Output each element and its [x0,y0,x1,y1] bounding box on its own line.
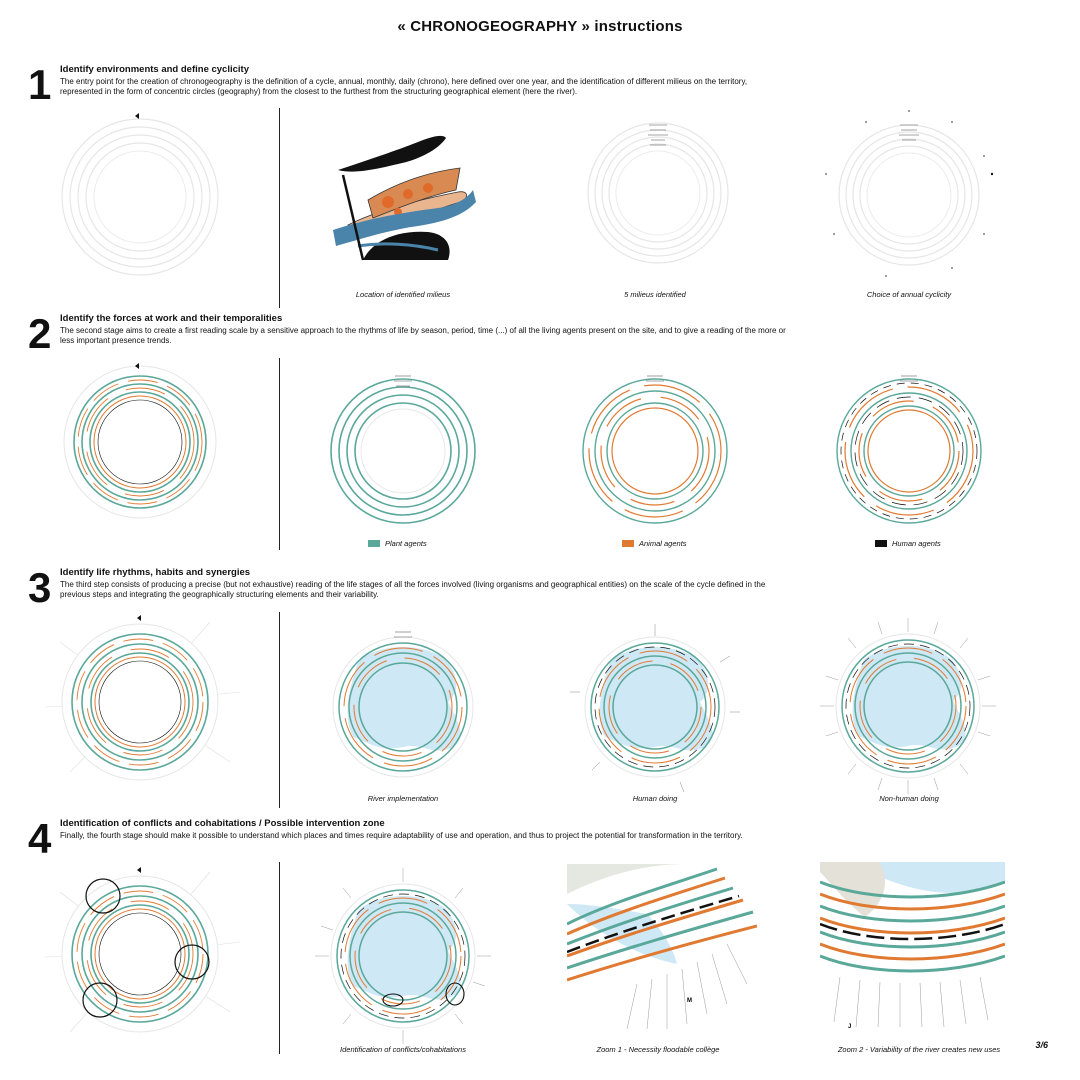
animal-agents-diagram [570,366,740,536]
caption-non-human-doing: Non-human doing [879,794,939,803]
caption-annual-cyclicity: Choice of annual cyclicity [866,290,952,299]
plant-agents-diagram [318,366,488,536]
milieus-location-map [328,130,478,265]
step-1-divider [279,108,280,308]
step-3-text: The third step consists of producing a precise (but not exhaustive) reading of the life stages of all the forces involved (living organisms and geographical entities) on the scale of the cycle defined in the previous steps and integrating the geographically structuring elements and their variability. [60,580,766,600]
step-4-text: Finally, the fourth stage should make it possible to understand which places and times require adaptability of use and operation, and thus to project the potential for transformation in the territory. [60,831,743,840]
caption-conflicts-cohabitations: Identification of conflicts/cohabitations [340,1045,466,1054]
step-1-main-diagram [55,112,225,282]
legend-human-agents [875,539,941,548]
caption-milieus-location: Location of identified milieus [355,290,451,299]
legend-animal-label: Animal agents [639,539,687,548]
step-3-header [60,567,790,601]
legend-animal-agents [622,539,687,548]
step-4-title: Identification of conflicts and cohabitations / Possible intervention zone [60,818,385,829]
caption-river-implementation: River implementation [367,794,439,803]
step-2-divider [279,358,280,550]
step-2-number: 2 [28,310,52,357]
svg-text:M: M [687,998,692,1004]
caption-zoom-2: Zoom 2 - Variability of the river creates new uses [837,1045,1001,1054]
human-agents-diagram [824,366,994,536]
step-2-main-diagram [60,362,220,522]
step-1-text: The entry point for the creation of chronogeography is the definition of a cycle, annual, monthly, daily (chrono), here defined over one year, and the identification of different milieus on the territory, represented in the form of concentric circles (geography) from the closest to the furthest from the structuring geographical element (here the river). [60,77,748,97]
zoom-2-diagram [820,862,1005,1034]
animal-swatch [622,540,634,547]
step-4-number: 4 [28,815,52,862]
step-4-main-diagram [40,862,240,1042]
page-number: 3/6 [1035,1040,1048,1050]
step-4-divider [279,862,280,1054]
step-1-header [60,64,790,98]
annual-cyclicity-diagram [822,108,997,283]
step-2-text: The second stage aims to create a first reading scale by a sensitive approach to the rhythms of life by season, period, time (...) of all the living agents present on the site, and to give a reading of the more or less important presence trends. [60,326,786,346]
plant-swatch [368,540,380,547]
five-milieus-diagram [583,118,733,268]
step-3-number: 3 [28,564,52,611]
zoom-1-diagram [567,864,757,1034]
non-human-doing-diagram [818,616,998,796]
human-doing-diagram [570,622,740,792]
page-title: « CHRONOGEOGRAPHY » instructions [397,18,683,35]
step-1-number: 1 [28,61,52,108]
caption-five-milieus: 5 milieus identified [624,290,686,299]
caption-zoom-1: Zoom 1 - Necessity floodable collège [596,1045,720,1054]
step-1-title: Identify environments and define cyclicity [60,64,249,75]
conflicts-cohabitations-diagram [313,866,493,1046]
step-3-main-diagram [40,612,240,792]
svg-text:J: J [848,1024,852,1030]
river-implementation-diagram [318,622,488,792]
step-3-divider [279,612,280,808]
legend-plant-label: Plant agents [385,539,427,548]
step-4-header [60,818,790,841]
step-3-title: Identify life rhythms, habits and synergies [60,567,251,578]
legend-human-label: Human agents [892,539,941,548]
legend-plant-agents [368,539,427,548]
caption-human-doing: Human doing [632,794,678,803]
human-swatch [875,540,887,547]
step-2-title: Identify the forces at work and their temporalities [60,313,283,324]
step-2-header [60,313,790,347]
